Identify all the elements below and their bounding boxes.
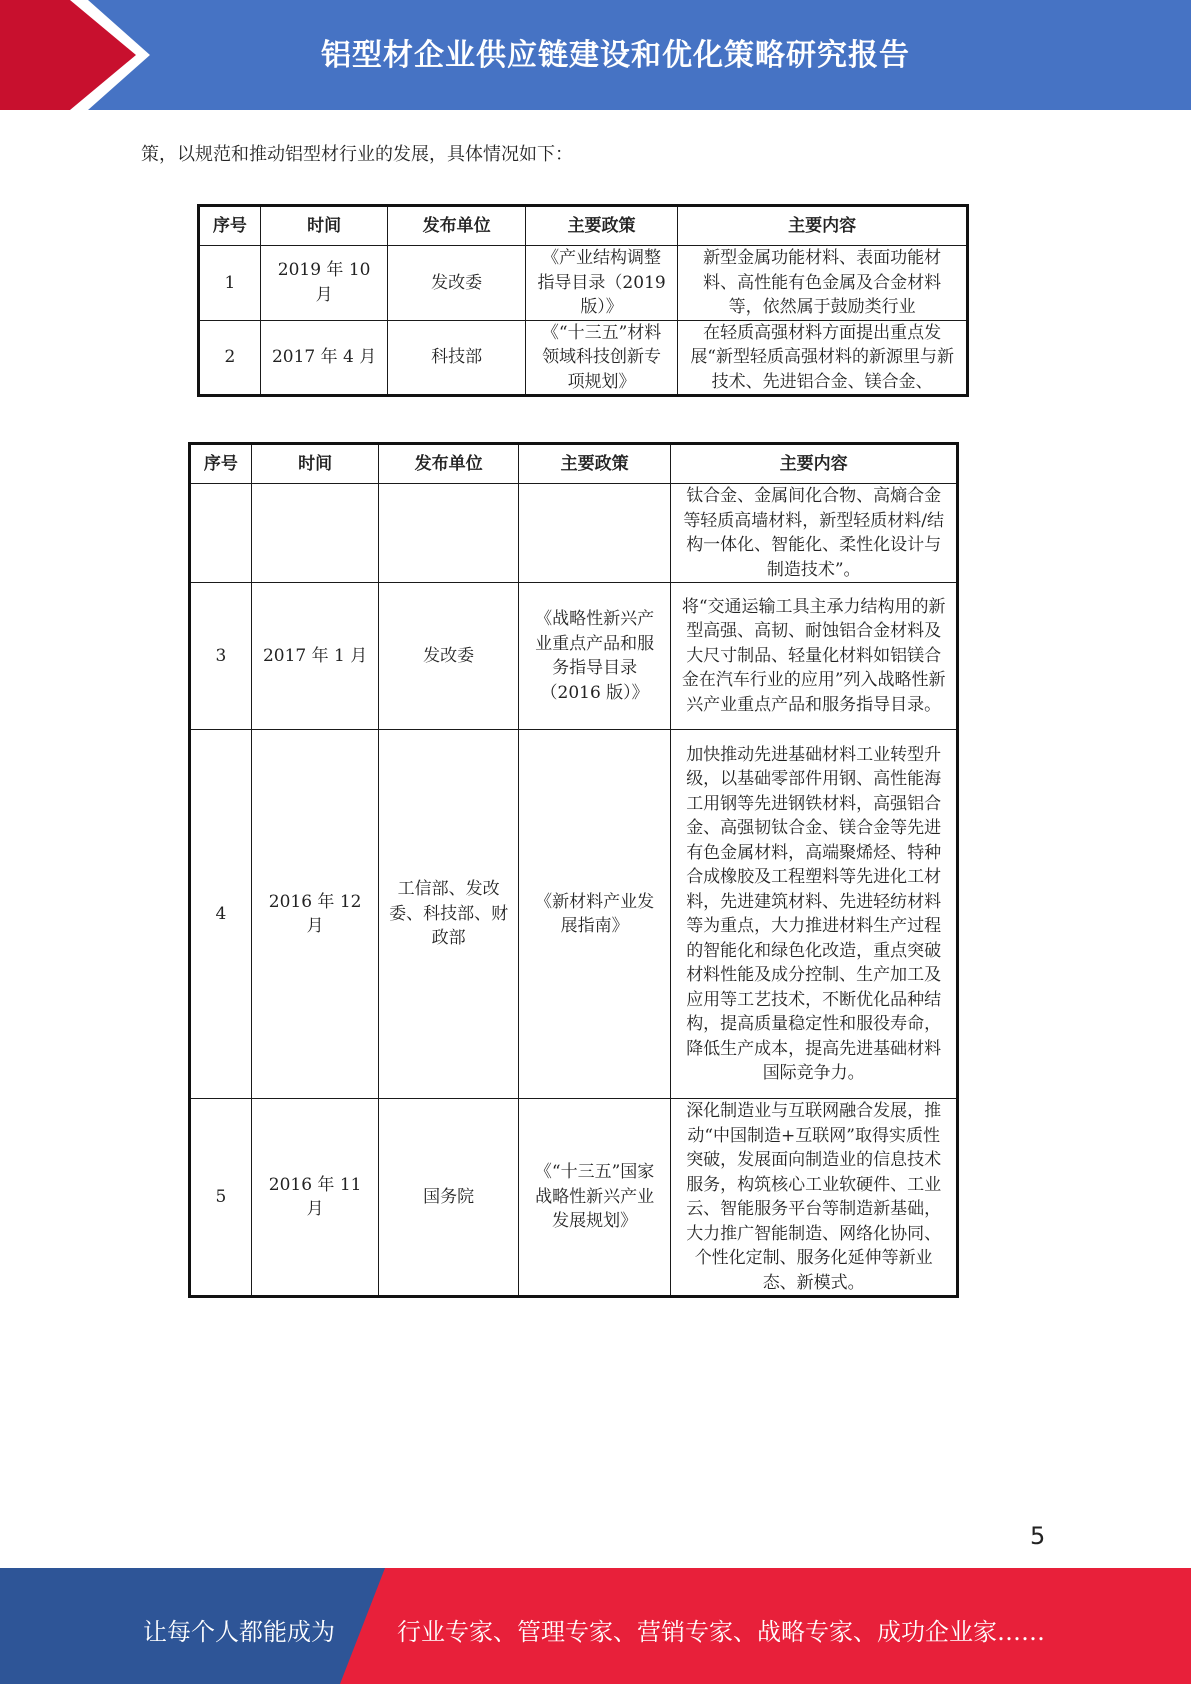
cell-issuer <box>379 484 518 583</box>
cell-policy: 《战略性新兴产业重点产品和服务指导目录（2016 版）》 <box>518 583 671 730</box>
header-no: 序号 <box>199 206 261 246</box>
cell-date: 2017 年 4 月 <box>260 320 388 396</box>
cell-no: 3 <box>190 583 252 730</box>
policy-table-2 <box>188 442 959 1298</box>
table-row <box>190 583 958 730</box>
cell-policy: 《“十三五”国家战略性新兴产业发展规划》 <box>518 1099 671 1297</box>
cell-content: 加快推动先进基础材料工业转型升级，以基础零部件用钢、高性能海工用钢等先进钢铁材料，高强铝合金、高强韧钛合金、镁合金等先进有色金属材料，高端聚烯烃、特种合成橡胶及工程塑料等先进化工材料，先进建筑材料、先进轻纺材料等为重点，大力推进材料生产过程的智能化和绿色化改造，重点突破材料性能及成分控制、生产加工及应用等工艺技术，不断优化品种结构，提高质量稳定性和服役寿命，降低生产成本，提高先进基础材料国际竞争力。 <box>671 730 958 1099</box>
table-row <box>190 484 958 583</box>
header-content: 主要内容 <box>671 444 958 484</box>
cell-no <box>190 484 252 583</box>
cell-content: 钛合金、金属间化合物、高熵合金等轻质高墙材料，新型轻质材料/结构一体化、智能化、柔性化设计与制造技术”。 <box>671 484 958 583</box>
table-header-row <box>190 444 958 484</box>
header-issuer: 发布单位 <box>388 206 525 246</box>
footer-slogan-right: 行业专家、管理专家、营销专家、战略专家、成功企业家…… <box>397 1618 1045 1646</box>
cell-policy: 《新材料产业发展指南》 <box>518 730 671 1099</box>
cell-no: 5 <box>190 1099 252 1297</box>
footer-banner <box>0 1568 1191 1684</box>
header-content: 主要内容 <box>678 206 968 246</box>
cell-date: 2017 年 1 月 <box>251 583 379 730</box>
policy-table-1 <box>197 204 969 397</box>
report-title: 铝型材企业供应链建设和优化策略研究报告 <box>321 38 910 73</box>
cell-issuer: 发改委 <box>379 583 518 730</box>
cell-date <box>251 484 379 583</box>
cell-policy: 《产业结构调整指导目录（2019版）》 <box>525 246 678 321</box>
cell-issuer: 发改委 <box>388 246 525 321</box>
header-date: 时间 <box>260 206 388 246</box>
cell-content: 新型金属功能材料、表面功能材料、高性能有色金属及合金材料等，依然属于鼓励类行业 <box>678 246 968 321</box>
page-number: 5 <box>1030 1522 1046 1550</box>
cell-issuer: 科技部 <box>388 320 525 396</box>
cell-date: 2016 年 12 月 <box>251 730 379 1099</box>
cell-content: 在轻质高强材料方面提出重点发展“新型轻质高强材料的新源里与新技术、先进铝合金、镁合金、 <box>678 320 968 396</box>
table-row <box>190 730 958 1099</box>
header-no: 序号 <box>190 444 252 484</box>
cell-date: 2019 年 10 月 <box>260 246 388 321</box>
cell-issuer: 国务院 <box>379 1099 518 1297</box>
cell-no: 1 <box>199 246 261 321</box>
cell-content: 深化制造业与互联网融合发展，推动“中国制造+互联网”取得实质性突破，发展面向制造业的信息技术服务，构筑核心工业软硬件、工业云、智能服务平台等制造新基础，大力推广智能制造、网络化协同、个性化定制、服务化延伸等新业态、新模式。 <box>671 1099 958 1297</box>
cell-date: 2016 年 11 月 <box>251 1099 379 1297</box>
table-row <box>190 1099 958 1297</box>
cell-policy <box>518 484 671 583</box>
header-policy: 主要政策 <box>525 206 678 246</box>
cell-policy: 《“十三五”材料领域科技创新专项规划》 <box>525 320 678 396</box>
footer-slogan-left: 让每个人都能成为 <box>143 1618 335 1646</box>
header-banner <box>0 0 1191 110</box>
table-row <box>199 246 968 321</box>
header-issuer: 发布单位 <box>379 444 518 484</box>
cell-issuer: 工信部、发改委、科技部、财政部 <box>379 730 518 1099</box>
cell-no: 4 <box>190 730 252 1099</box>
header-date: 时间 <box>251 444 379 484</box>
cell-content: 将“交通运输工具主承力结构用的新型高强、高韧、耐蚀铝合金材料及大尺寸制品、轻量化材料如铝镁合金在汽车行业的应用”列入战略性新兴产业重点产品和服务指导目录。 <box>671 583 958 730</box>
table-header-row <box>199 206 968 246</box>
table-row <box>199 320 968 396</box>
header-policy: 主要政策 <box>518 444 671 484</box>
cell-no: 2 <box>199 320 261 396</box>
intro-text: 策，以规范和推动铝型材行业的发展，具体情况如下： <box>141 144 573 165</box>
